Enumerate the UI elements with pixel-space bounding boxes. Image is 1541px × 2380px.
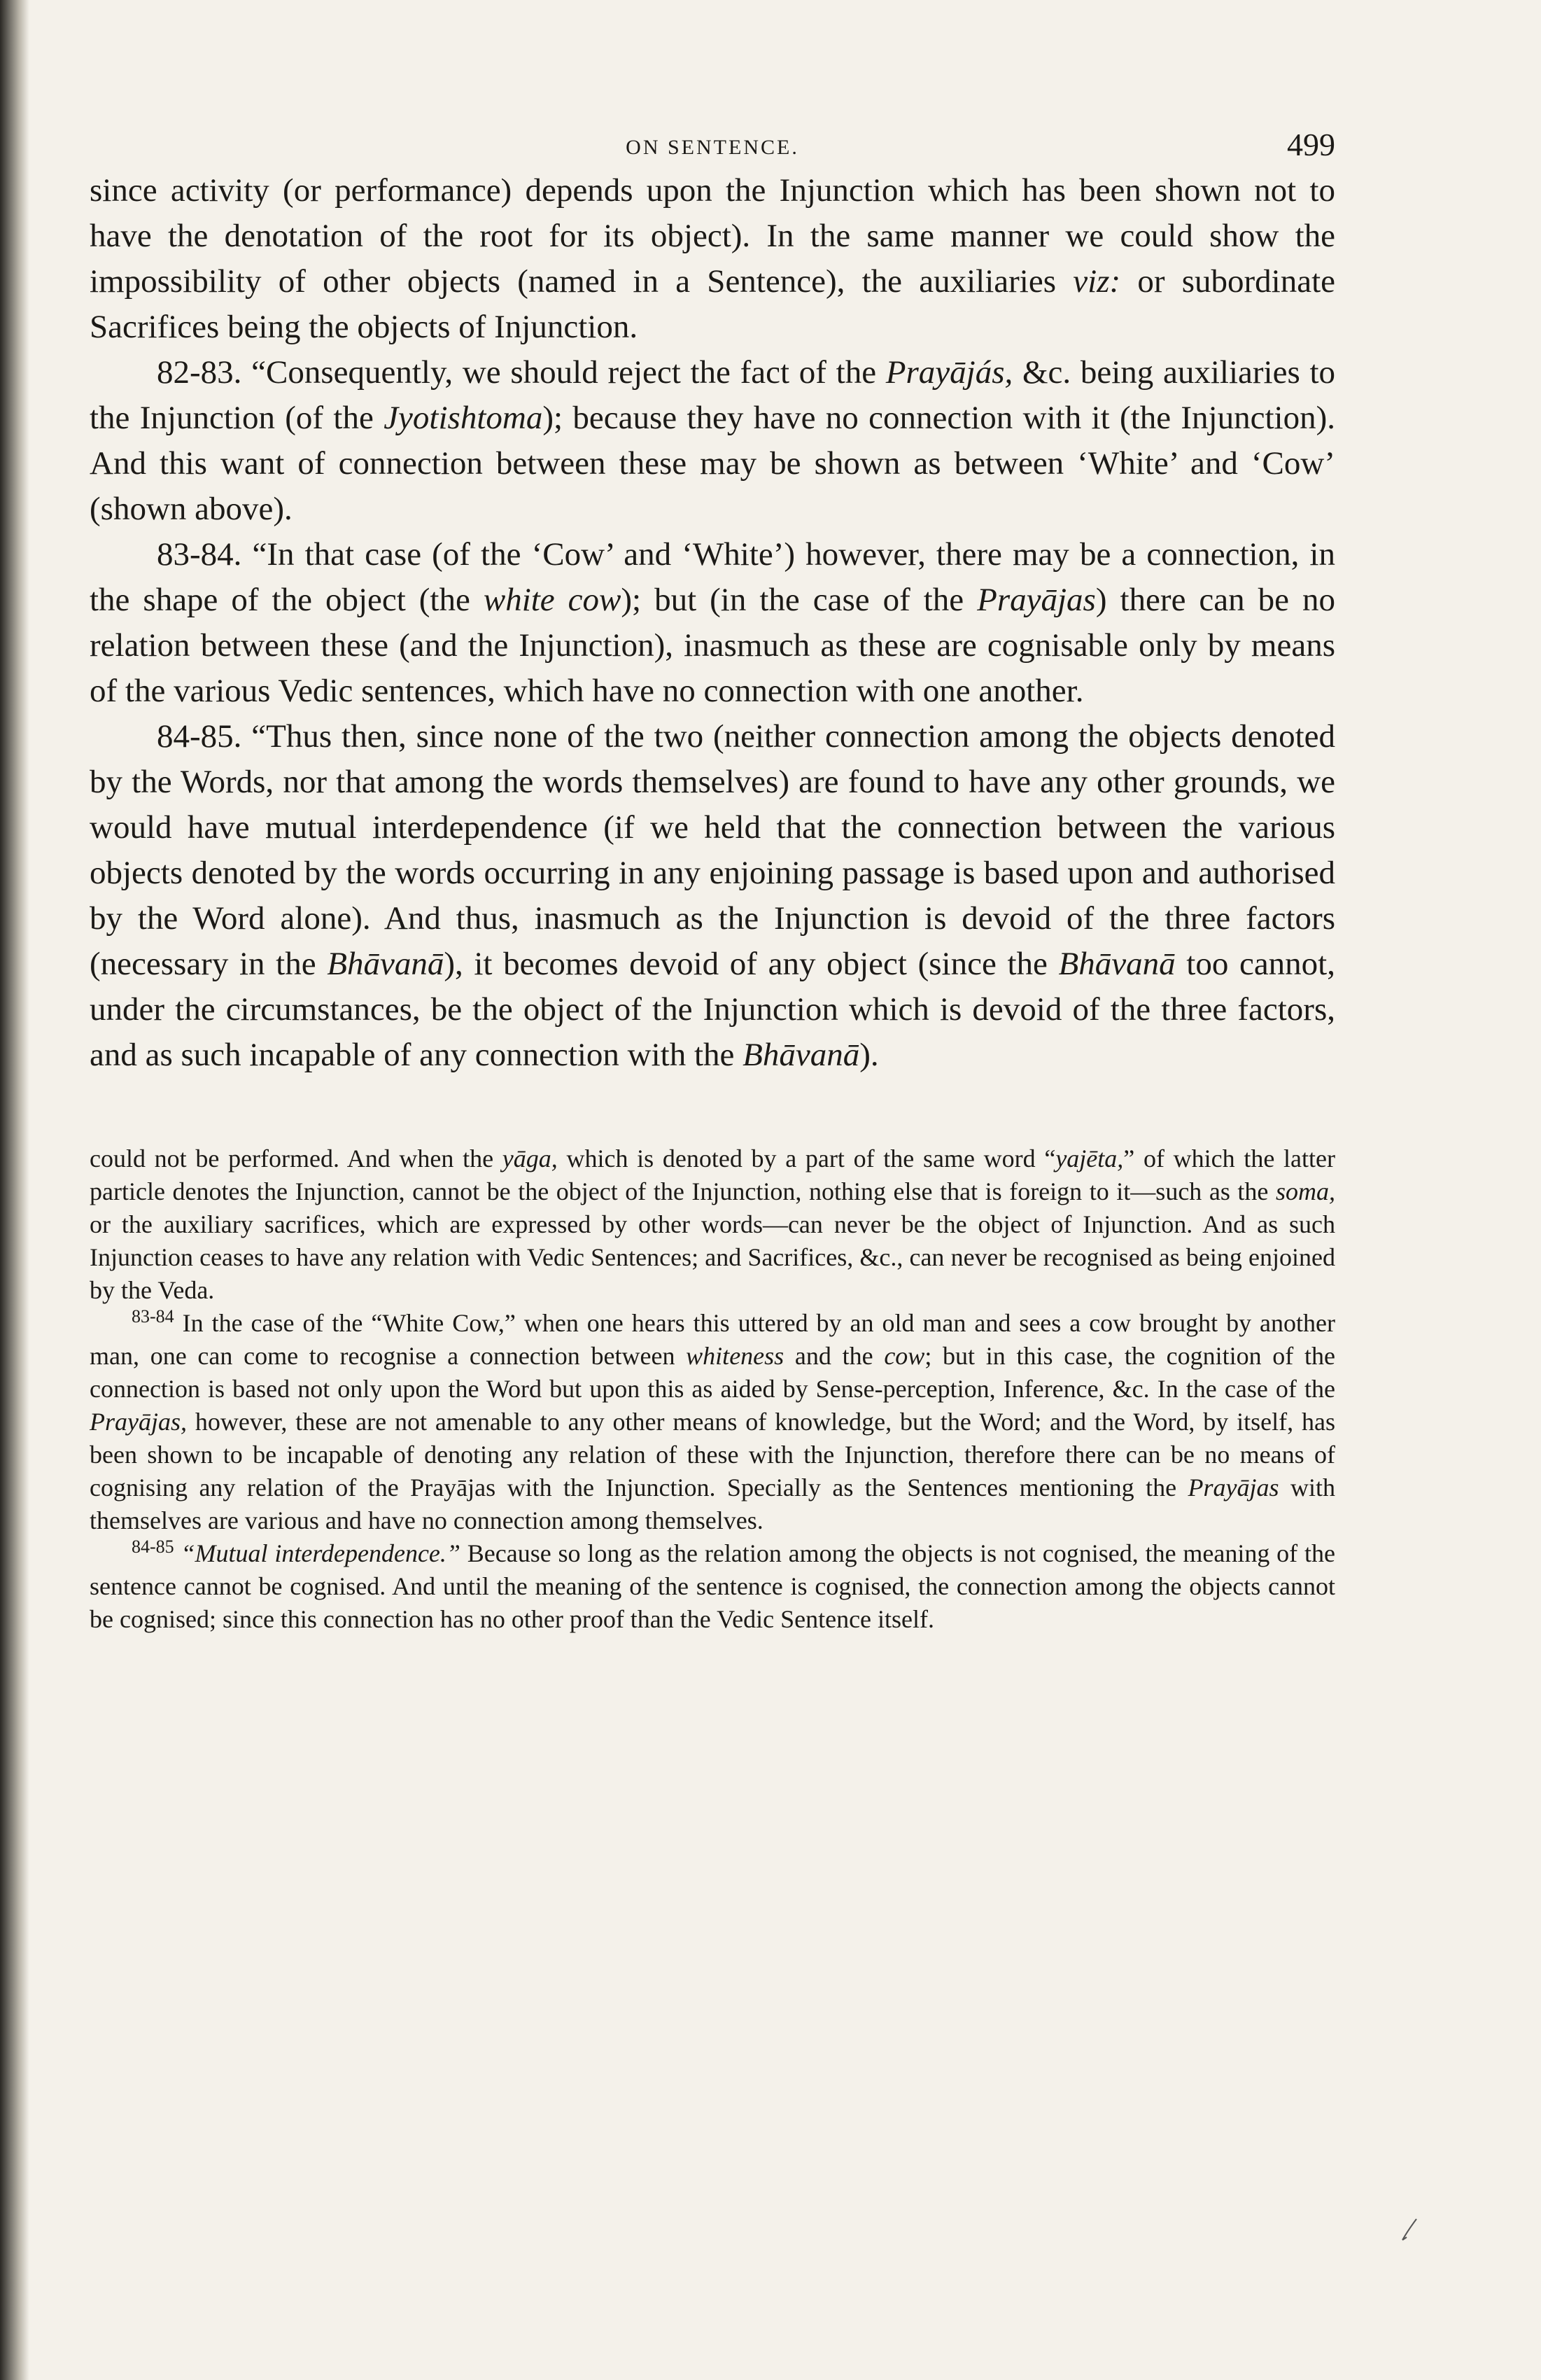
text-run: ). (859, 1037, 879, 1073)
footnote-continued (90, 1142, 1335, 1307)
italic-run: cow (884, 1342, 925, 1370)
italic-run: Prayājas (1188, 1474, 1279, 1502)
italic-run: soma, (1275, 1177, 1335, 1205)
text-run: too cannot, under the circumstances, be the object of the Injunction which is devoid of the three factors, and as such incapable of any connection with the (90, 946, 1335, 1073)
page-header (90, 105, 1335, 168)
book-binding-edge (0, 0, 29, 2380)
text-run: ); because they have no connection with it (the Injunction). And this want of connection between these may be shown as between ‘White’ and ‘Cow’ (shown above). (90, 400, 1335, 527)
italic-run: Jyotishtoma (384, 400, 543, 436)
footnote-84-85 (90, 1537, 1335, 1636)
italic-run: Prayājás, (885, 354, 1013, 391)
text-run: or the auxiliary sacrifices, which are expressed by other words—can never be the object of Injunction. And as such Injunction ceases to have any relation with Vedic Sentences; and Sacrifices, &c., can never be recognised as being enjoined by the Veda. (90, 1210, 1335, 1304)
italic-run: “Mutual interdependence.” (181, 1539, 460, 1567)
text-run: ” of which the latter particle denotes the Injunction, cannot be the object of the Injunction, nothing else that is foreign to it—such as the (90, 1144, 1335, 1205)
italic-run: Bhāvanā (743, 1037, 860, 1073)
text-run: since activity (or performance) depends upon the Injunction which has been shown not to have the denotation of the root for its object). In the same manner we could show the impossibility of other objects (named in a Sentence), the auxiliaries (90, 172, 1335, 300)
italic-run: whiteness (686, 1342, 784, 1370)
text-run: Because so long as the relation among the objects is not cognised, the meaning of the sentence cannot be cognised. And until the meaning of the sentence is cognised, the connection among the objects cannot be cognised; since this connection has no other proof than the Vedic Sentence itself. (90, 1539, 1335, 1633)
text-run: and the (784, 1342, 885, 1370)
running-head: ON SENTENCE. (626, 136, 799, 159)
italic-run: Bhāvanā (327, 946, 444, 982)
text-run: or subordinate Sacrifices being the objects of Injunction. (90, 263, 1336, 345)
italic-run: Prayājas, (90, 1408, 187, 1436)
paragraph-continued (90, 168, 1335, 350)
footnotes (90, 1142, 1335, 1636)
text-run: &c. being auxiliaries to the Injunction (of the (90, 354, 1336, 436)
text-run: ), it becomes devoid of any object (since the (444, 946, 1059, 982)
text-run: which is denoted by a part of the same word “ (557, 1144, 1056, 1172)
text-run: ; but in this case, the cognition of the connection is based not only upon the Word but upon this as aided by Sense-perception, Inference, &c. In the case of the (90, 1342, 1335, 1403)
italic-run: white cow (483, 582, 621, 618)
paragraph-82-83 (90, 350, 1335, 532)
paragraph-84-85 (90, 714, 1335, 1078)
footnote-ref: 83-84 (132, 1306, 174, 1326)
text-run: In the case of the “White Cow,” when one hears this uttered by an old man and sees a cow brought by another man, one can come to recognise a connection between (90, 1309, 1335, 1370)
text-run: ) there can be no relation between these (and the Injunction), inasmuch as these are cognisable only by means of the various Vedic sentences, which have no connection with one another. (90, 582, 1335, 709)
text-run: ); but (in the case of the (621, 582, 978, 618)
page (90, 105, 1335, 1636)
text-run: could not be performed. And when the (90, 1144, 502, 1172)
italic-run: yāga, (502, 1144, 558, 1172)
footnote-83-84 (90, 1307, 1335, 1537)
page-number: 499 (1287, 127, 1335, 162)
italic-run: Bhāvanā (1058, 946, 1176, 982)
text-run: however, these are not amenable to any other means of knowledge, but the Word; and the Word, by itself, has been shown to be incapable of denoting any relation of these with the Injunction, therefore there can be no means of cognising any relation of the Prayājas with the Injunction. Specially as the Sentences mentioning the (90, 1408, 1335, 1502)
pen-mark-icon (1400, 2218, 1419, 2243)
main-text (90, 168, 1335, 1078)
text-run: 84-85. “Thus then, since none of the two (neither connection among the objects denoted by the Words, nor that among the words themselves) are found to have any other grounds, we would have mutual interdependence (if we held that the connection between the various objects denoted by the words occurring in any enjoining passage is based upon and authorised by the Word alone). And thus, inasmuch as the Injunction is devoid of the three factors (necessary in the (90, 718, 1335, 982)
italic-run: viz: (1073, 263, 1121, 300)
italic-run: Prayājas (977, 582, 1096, 618)
paragraph-83-84 (90, 532, 1335, 714)
text-run: 82-83. “Consequently, we should reject the fact of the (157, 354, 886, 391)
text-run: 83-84. “In that case (of the ‘Cow’ and ‘White’) however, there may be a connection, in the shape of the object (the (90, 536, 1335, 618)
italic-run: yajēta, (1055, 1144, 1124, 1172)
footnote-ref: 84-85 (132, 1536, 174, 1557)
text-run: with themselves are various and have no connection among themselves. (90, 1474, 1335, 1534)
